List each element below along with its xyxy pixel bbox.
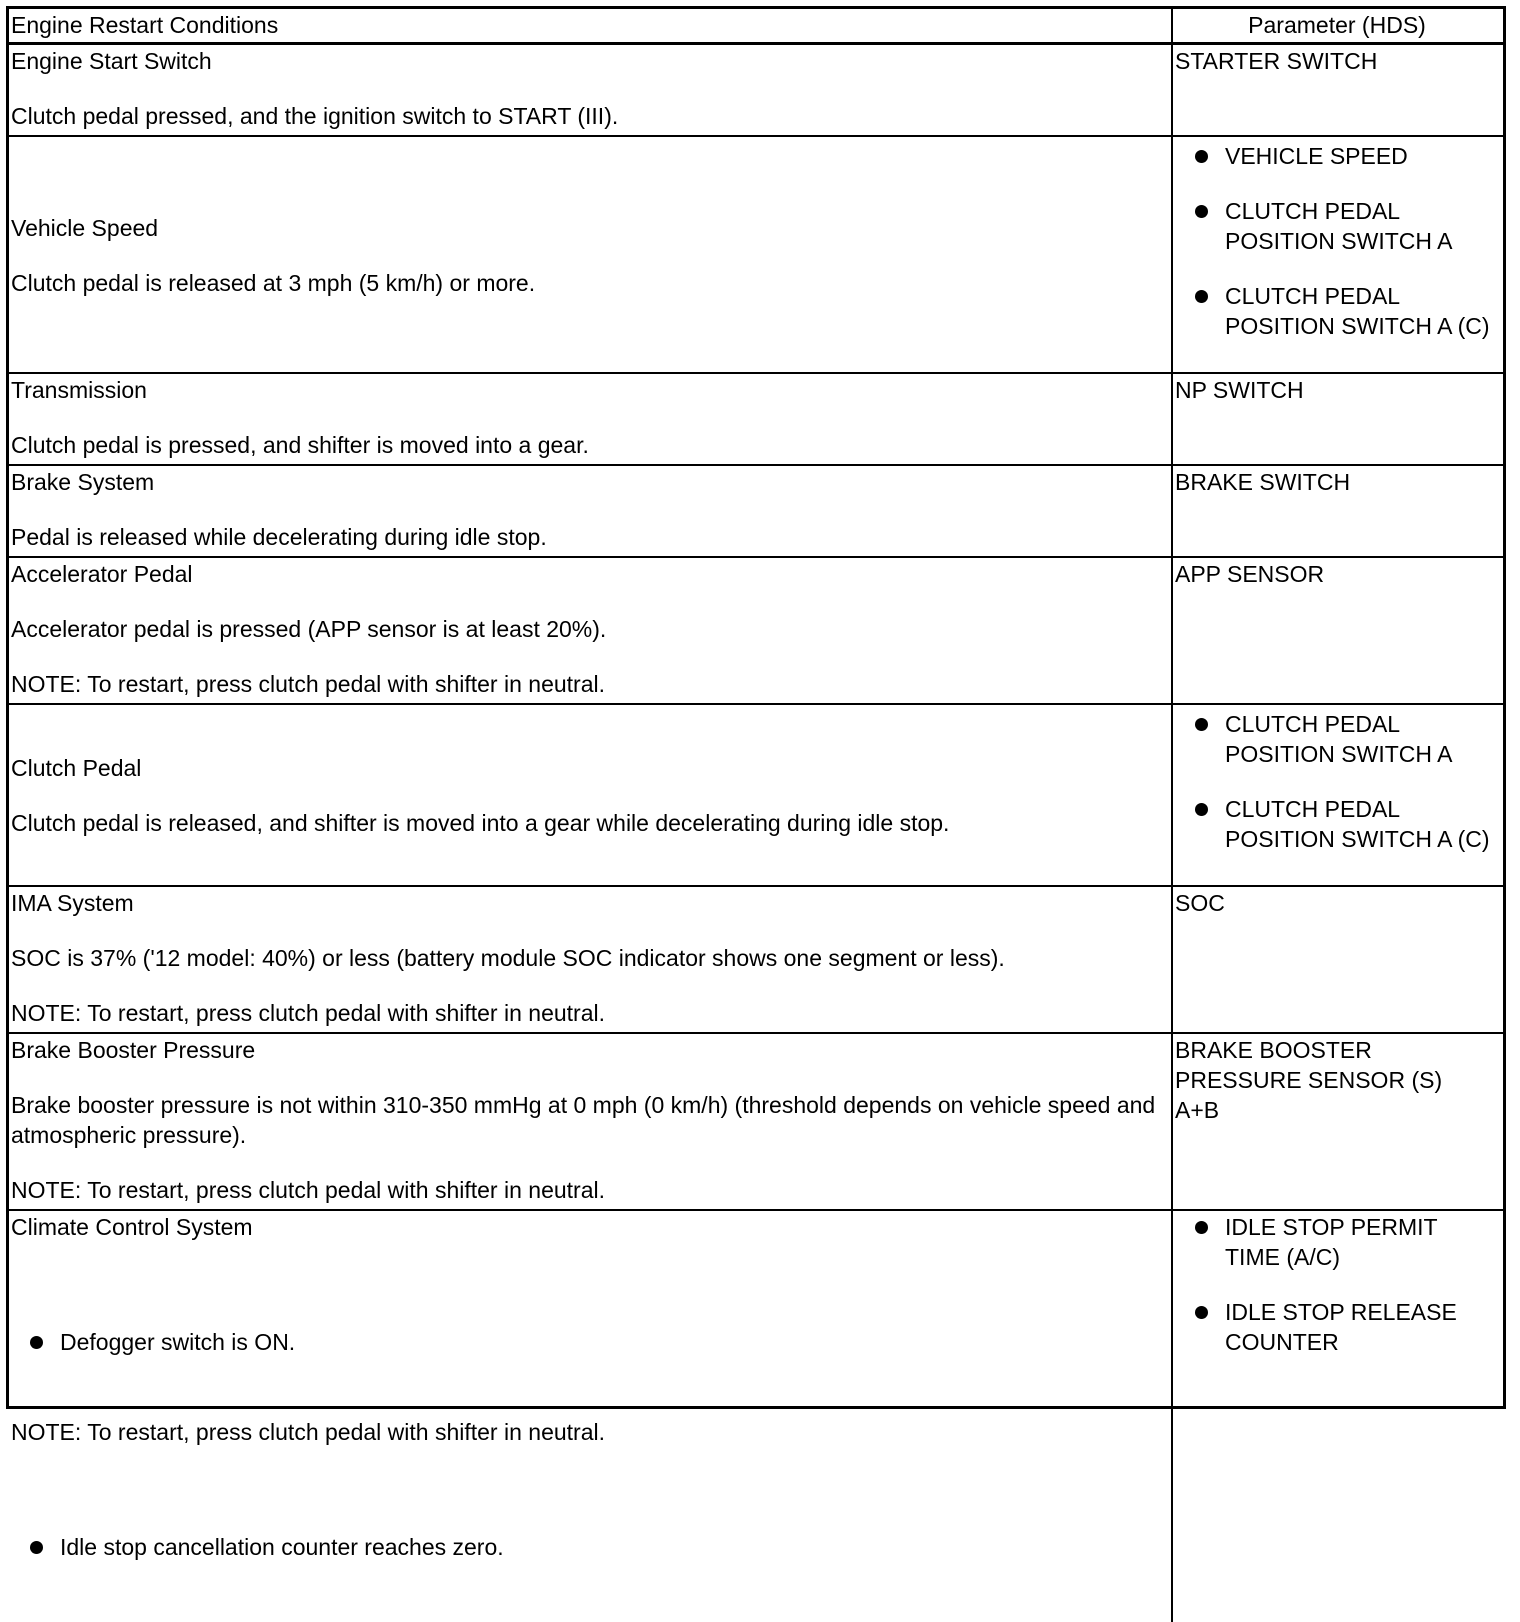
param-cell: [1173, 137, 1503, 374]
row-title: Brake System: [11, 469, 155, 495]
condition-item: Defogger switch is ON.: [11, 1327, 1167, 1357]
table-row-brake-booster-pressure: [9, 1034, 1173, 1211]
row-description: Clutch pedal is released, and shifter is moved into a gear while decelerating during idle stop.: [11, 810, 950, 836]
row-title: Clutch Pedal: [11, 755, 142, 781]
row-title: Climate Control System: [11, 1214, 253, 1240]
param-text: BRAKE SWITCH: [1175, 469, 1351, 495]
table-row-engine-start-switch: [9, 45, 1173, 137]
param-list: [1175, 1212, 1499, 1357]
table-row-transmission: [9, 374, 1173, 466]
param-cell: [1173, 558, 1503, 705]
param-cell: [1173, 705, 1503, 887]
table-row-climate-control-system: [9, 1211, 1173, 1622]
param-text: NP SWITCH: [1175, 377, 1304, 403]
engine-restart-table: [6, 6, 1506, 1560]
row-title: Vehicle Speed: [11, 214, 159, 241]
param-item: CLUTCH PEDAL POSITION SWITCH A: [1175, 709, 1499, 769]
row-description: Accelerator pedal is pressed (APP sensor is at least 20%).: [11, 616, 607, 642]
row-note: NOTE: To restart, press clutch pedal with shifter in neutral.: [11, 1419, 605, 1445]
row-description: Clutch pedal is released at 3 mph (5 km/h) or more.: [11, 269, 536, 296]
row-title: Brake Booster Pressure: [11, 1037, 256, 1063]
condition-list: [11, 1267, 1167, 1417]
row-description: SOC is 37% ('12 model: 40%) or less (battery module SOC indicator shows one segment or less).: [11, 945, 1005, 971]
param-cell: [1173, 374, 1503, 466]
row-title: Accelerator Pedal: [11, 561, 193, 587]
condition-list: [11, 1472, 1167, 1622]
param-cell: [1173, 887, 1503, 1034]
param-text: SOC: [1175, 890, 1225, 916]
row-title: Transmission: [11, 377, 147, 403]
table-row-accelerator-pedal: [9, 558, 1173, 705]
param-item: CLUTCH PEDAL POSITION SWITCH A: [1175, 196, 1499, 256]
row-title: Engine Start Switch: [11, 48, 212, 74]
table-row-ima-system: [9, 887, 1173, 1034]
row-description: Pedal is released while decelerating during idle stop.: [11, 524, 547, 550]
param-cell: [1173, 1034, 1503, 1211]
param-cell: [1173, 466, 1503, 558]
condition-item: Idle stop cancellation counter reaches zero.: [11, 1532, 1167, 1562]
table-row-brake-system: [9, 466, 1173, 558]
param-text: APP SENSOR: [1175, 561, 1325, 587]
param-list: [1175, 709, 1499, 854]
param-item: IDLE STOP RELEASE COUNTER: [1175, 1297, 1485, 1357]
row-note: NOTE: To restart, press clutch pedal with shifter in neutral.: [11, 671, 605, 697]
param-item: CLUTCH PEDAL POSITION SWITCH A (C): [1175, 794, 1499, 854]
param-cell: [1173, 1211, 1503, 1622]
row-title: IMA System: [11, 890, 134, 916]
param-text: BRAKE BOOSTER PRESSURE SENSOR (S) A+B: [1175, 1037, 1443, 1123]
row-description: Brake booster pressure is not within 310-350 mmHg at 0 mph (0 km/h) (threshold depends on vehicle speed and atmospheric pressure).: [11, 1092, 1162, 1148]
param-item: VEHICLE SPEED: [1175, 141, 1499, 171]
row-description: Clutch pedal is pressed, and shifter is moved into a gear.: [11, 432, 589, 458]
param-list: [1175, 141, 1499, 341]
header-conditions: Engine Restart Conditions: [9, 9, 1173, 45]
param-item: CLUTCH PEDAL POSITION SWITCH A (C): [1175, 281, 1499, 341]
row-note: NOTE: To restart, press clutch pedal with shifter in neutral.: [11, 1000, 605, 1026]
param-item: IDLE STOP PERMIT TIME (A/C): [1175, 1212, 1485, 1272]
table-row-clutch-pedal: [9, 705, 1173, 887]
row-note: NOTE: To restart, press clutch pedal with shifter in neutral.: [11, 1177, 605, 1203]
header-parameter: Parameter (HDS): [1173, 9, 1503, 45]
param-text: STARTER SWITCH: [1175, 48, 1378, 74]
row-description: Clutch pedal pressed, and the ignition switch to START (III).: [11, 103, 619, 129]
table-row-vehicle-speed: [9, 137, 1173, 374]
param-cell: [1173, 45, 1503, 137]
